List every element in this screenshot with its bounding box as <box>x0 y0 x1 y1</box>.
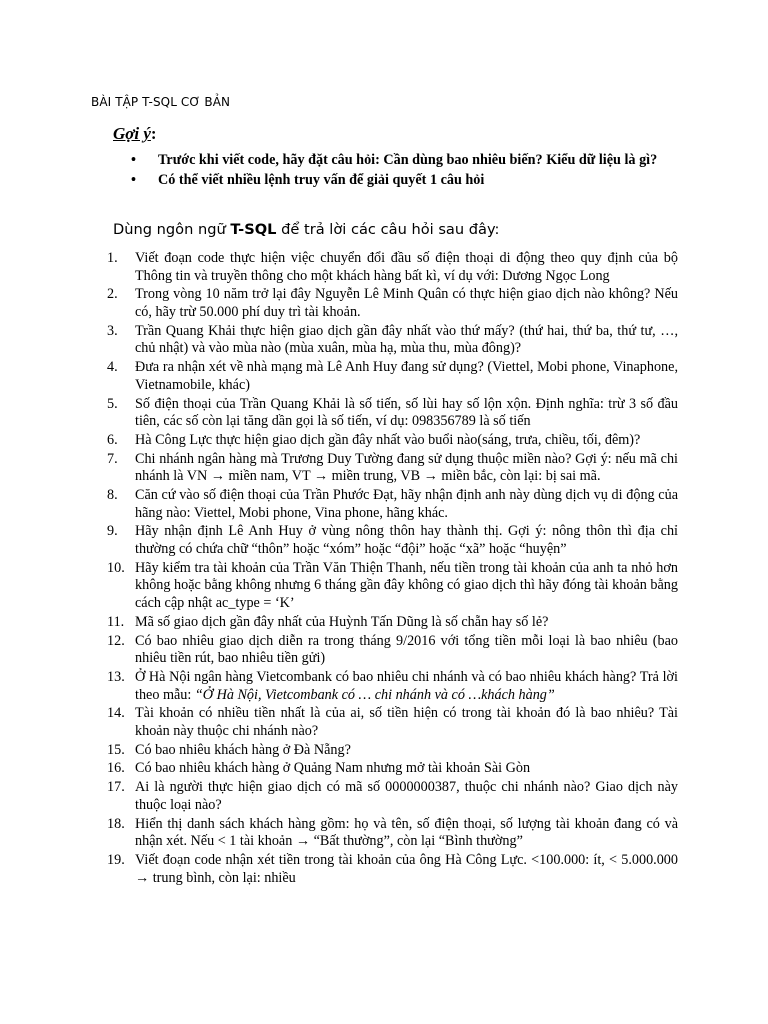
question-text: Có bao nhiêu giao dịch diễn ra trong tháng 9/2016 với tổng tiền mỗi loại là bao nhiêu (bao nhiêu tiền rút, bao nhiêu tiền gửi) <box>135 632 678 667</box>
question-number: 5. <box>107 395 118 412</box>
hint-heading-colon: : <box>150 124 157 143</box>
question-number: 19. <box>107 851 125 868</box>
question-item <box>107 742 678 760</box>
question-item <box>107 779 678 814</box>
question-text: Ai là người thực hiện giao dịch có mã số 0000000387, thuộc chi nhánh nào? Giao dịch này thuộc loại nào? <box>135 779 678 813</box>
question-item <box>107 816 678 851</box>
intro-language: T-SQL <box>230 221 277 238</box>
question-number: 2. <box>107 286 118 303</box>
question-text: Căn cứ vào số điện thoại của Trần Phước Đạt, hãy nhận định anh này dùng dịch vụ di động của hãng nào: Viettel, Mobi phone, Vina phone, hãng khác. <box>135 487 678 521</box>
hint-item: • Có thể viết nhiều lệnh truy vấn để giải quyết 1 câu hỏi <box>131 172 679 190</box>
question-number: 15. <box>107 741 125 758</box>
intro-line <box>113 221 499 238</box>
question-text: Mã số giao dịch gần đây nhất của Huỳnh Tấn Dũng là số chẵn hay số lẻ? <box>135 613 549 630</box>
question-item <box>107 451 678 486</box>
question-item <box>107 852 678 887</box>
question-item <box>107 633 678 668</box>
question-number: 16. <box>107 760 125 777</box>
question-number: 14. <box>107 705 125 722</box>
question-number: 3. <box>107 322 118 339</box>
answer-template: “Ở Hà Nội, Vietcombank có … chi nhánh và có …khách hàng” <box>194 686 555 703</box>
question-text: Hãy kiểm tra tài khoản của Trần Văn Thiện Thanh, nếu tiền trong tài khoản của anh ta nhỏ hơn không hoặc bằng không nhưng 6 tháng gần đây không có giao dịch thì hãy đóng tài khoản bằng cách cập nhật ac_type = ‘K’ <box>135 559 678 611</box>
hint-item: • Trước khi viết code, hãy đặt câu hỏi: Cần dùng bao nhiêu biến? Kiểu dữ liệu là gì? <box>131 152 679 170</box>
question-text: Hà Công Lực thực hiện giao dịch gần đây nhất vào buổi nào(sáng, trưa, chiều, tối, đêm)? <box>135 431 641 448</box>
question-text: Trong vòng 10 năm trở lại đây Nguyễn Lê Minh Quân có thực hiện giao dịch nào không? Nếu có, hãy trừ 50.000 phí duy trì tài khoản. <box>135 286 678 320</box>
question-text: Có bao nhiêu khách hàng ở Đà Nẵng? <box>135 741 351 758</box>
question-number: 17. <box>107 779 125 796</box>
question-number: 11. <box>107 613 125 630</box>
question-item <box>107 250 678 285</box>
question-item <box>107 286 678 321</box>
question-text: Hãy nhận định Lê Anh Huy ở vùng nông thôn hay thành thị. Gợi ý: nông thôn thì địa chỉ thường có chứa chữ “thôn” hoặc “xóm” hoặc “đội” hoặc “xã” hoặc “huyện” <box>135 523 678 557</box>
question-item <box>107 614 678 632</box>
question-item <box>107 669 678 704</box>
question-text: Ở Hà Nội ngân hàng Vietcombank có bao nhiêu chi nhánh và có bao nhiêu khách hàng? Trả lời theo mẫu: <box>135 668 678 703</box>
question-item <box>107 396 678 431</box>
question-item <box>107 523 678 558</box>
intro-after: để trả lời các câu hỏi sau đây: <box>276 221 500 238</box>
question-number: 1. <box>107 250 118 266</box>
question-item <box>107 432 678 450</box>
question-text: Chi nhánh ngân hàng mà Trương Duy Tường đang sử dụng thuộc miền nào? Gợi ý: nếu mã chi nhánh là VN → miền nam, VT → miền trung, VB → miền bắc, còn lại: bị sai mã. <box>135 450 678 485</box>
question-text: Trần Quang Khải thực hiện giao dịch gần đây nhất vào thứ mấy? (thứ hai, thứ ba, thứ tư, …, chủ nhật) và vào mùa nào (mùa xuân, mùa hạ, mùa thu, mùa đông)? <box>135 322 678 357</box>
page-title: BÀI TẬP T-SQL CƠ BẢN <box>91 95 231 109</box>
question-number: 12. <box>107 632 125 649</box>
question-number: 8. <box>107 487 118 504</box>
question-number: 4. <box>107 359 118 376</box>
question-item <box>107 323 678 358</box>
question-item <box>107 760 678 778</box>
question-number: 6. <box>107 431 118 448</box>
question-number: 10. <box>107 559 125 576</box>
question-list <box>107 250 678 887</box>
question-item <box>107 487 678 522</box>
hint-list <box>131 152 679 190</box>
hint-heading <box>113 124 157 144</box>
question-number: 18. <box>107 815 125 832</box>
question-item <box>107 560 678 613</box>
question-item <box>107 705 678 740</box>
question-text: Tài khoản có nhiều tiền nhất là của ai, số tiền hiện có trong tài khoản đó là bao nhiêu? Tài khoản này thuộc chi nhánh nào? <box>135 705 678 739</box>
question-number: 9. <box>107 523 118 540</box>
question-number: 7. <box>107 450 118 467</box>
question-text: Số điện thoại của Trần Quang Khải là số tiến, số lùi hay số lộn xộn. Định nghĩa: trừ 3 số đầu tiên, các số còn lại tăng dần gọi là số tiến, ví dụ: 098356789 là số tiến <box>135 395 678 430</box>
question-text: Có bao nhiêu khách hàng ở Quảng Nam nhưng mở tài khoản Sài Gòn <box>135 760 531 777</box>
hint-heading-label: Gợi ý <box>113 124 151 143</box>
question-text: Đưa ra nhận xét về nhà mạng mà Lê Anh Huy đang sử dụng? (Viettel, Mobi phone, Vinaphone, Vietnamobile, khác) <box>135 359 678 393</box>
question-text: Viết đoạn code nhận xét tiền trong tài khoản của ông Hà Công Lực. <100.000: ít, < 5.000.000 → trung bình, còn lại: nhiều <box>135 851 678 886</box>
question-item <box>107 359 678 394</box>
question-number: 13. <box>107 668 125 685</box>
question-text: Viết đoạn code thực hiện việc chuyển đổi đầu số điện thoại di động theo quy định của bộ Thông tin và truyền thông cho một khách hàng bất kì, ví dụ với: Dương Ngọc Long <box>135 250 678 284</box>
question-text: Hiển thị danh sách khách hàng gồm: họ và tên, số điện thoại, số lượng tài khoản đang có và nhận xét. Nếu < 1 tài khoản → “Bất thường”, còn lại “Bình thường” <box>135 815 678 850</box>
intro-before: Dùng ngôn ngữ <box>113 221 231 238</box>
